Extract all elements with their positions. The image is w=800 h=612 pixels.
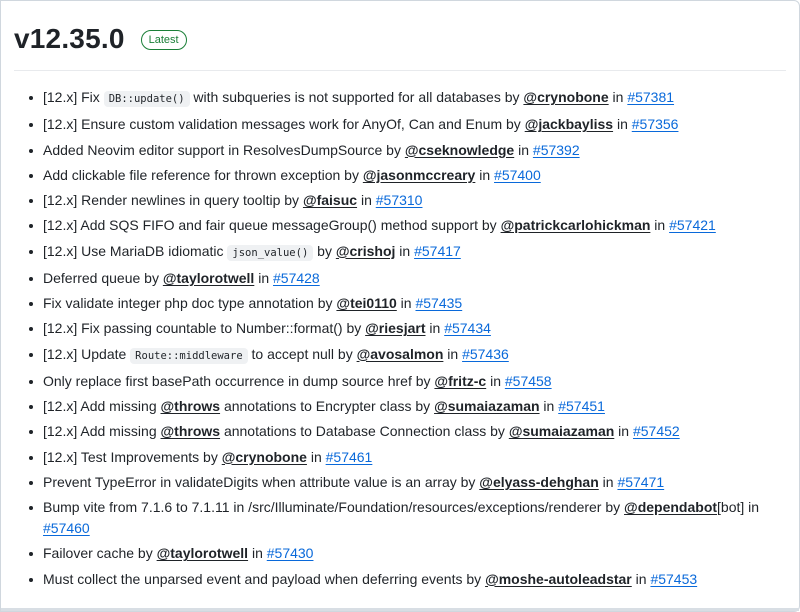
pull-request-link[interactable]: #57451	[558, 398, 605, 414]
note-text: [12.x] Fix	[43, 89, 104, 105]
note-text: in	[650, 217, 670, 234]
note-text: Only replace first basePath occurrence in dump source href by	[43, 372, 435, 389]
note-text: Failover cache by	[43, 545, 157, 562]
pull-request-link[interactable]: #57453	[650, 570, 698, 587]
note-text: [12.x] Use MariaDB idiomatic	[43, 242, 228, 259]
author-link[interactable]: @jasonmccreary	[362, 166, 476, 183]
note-text: annotations to Encrypter class by	[220, 398, 435, 414]
note-text: [12.x] Fix passing countable to Number::format() by	[43, 320, 366, 337]
release-note-item	[28, 268, 788, 289]
release-note-item	[28, 293, 788, 314]
author-link[interactable]: @throws	[160, 398, 221, 414]
note-text: to accept null by	[247, 345, 357, 362]
pull-request-link[interactable]: #57392	[532, 141, 580, 158]
author-link[interactable]: @riesjart	[365, 320, 426, 337]
release-notes-list	[28, 87, 788, 594]
release-note-item	[28, 396, 788, 417]
note-text: Added Neovim editor support in ResolvesDumpSource by	[43, 141, 405, 158]
note-text: [12.x] Add missing	[43, 423, 161, 440]
note-text: [12.x] Add missing	[43, 398, 161, 414]
note-text: in	[613, 116, 632, 133]
note-text: in	[425, 320, 445, 337]
inline-code: Route::middleware	[130, 348, 247, 364]
note-text: with subqueries is not supported for all databases by	[189, 89, 524, 105]
release-header	[14, 21, 187, 57]
header-divider	[14, 70, 786, 71]
pull-request-link[interactable]: #57428	[273, 269, 320, 286]
note-text: in	[598, 473, 618, 490]
note-text: in	[486, 372, 505, 389]
pull-request-link[interactable]: #57430	[266, 545, 314, 562]
pull-request-link[interactable]: #57381	[627, 89, 675, 105]
author-link[interactable]: @dependabot	[624, 499, 718, 515]
note-text: in	[744, 499, 760, 515]
note-text: [12.x] Update	[43, 345, 131, 362]
note-text: in	[357, 192, 376, 208]
release-note-item	[28, 87, 788, 110]
note-text: [12.x] Add SQS FIFO and fair queue messageGroup() method support by	[43, 217, 501, 234]
release-note-item	[28, 114, 788, 135]
author-link[interactable]: @taylorotwell	[156, 545, 249, 562]
release-note-item	[28, 421, 788, 442]
note-text: Must collect the unparsed event and payload when deferring events by	[43, 570, 486, 587]
author-link[interactable]: @cseknowledge	[404, 141, 515, 158]
pull-request-link[interactable]: #57400	[494, 166, 541, 183]
author-link[interactable]: @jackbayliss	[524, 116, 614, 133]
author-link[interactable]: @elyass-dehghan	[479, 473, 599, 490]
note-text: in	[443, 345, 463, 362]
release-note-item	[28, 371, 788, 392]
release-note-item	[28, 190, 788, 211]
note-text: Fix validate integer php doc type annotation by	[43, 295, 337, 311]
note-text: in	[608, 89, 628, 105]
note-text: [12.x] Render newlines in query tooltip by	[43, 192, 303, 208]
note-text: in	[631, 570, 651, 587]
release-title[interactable]: v12.35.0	[14, 23, 125, 54]
note-text: in	[396, 295, 416, 311]
release-note-item	[28, 165, 788, 186]
pull-request-link[interactable]: #57471	[617, 473, 665, 490]
inline-code: json_value()	[227, 245, 313, 261]
release-note-item	[28, 140, 788, 161]
pull-request-link[interactable]: #57310	[375, 192, 423, 208]
pull-request-link[interactable]: #57417	[414, 242, 461, 259]
author-link[interactable]: @tei0110	[336, 295, 397, 311]
note-text: [bot]	[717, 499, 745, 515]
release-note-item	[28, 543, 788, 564]
author-link[interactable]: @crynobone	[221, 448, 307, 465]
latest-badge: Latest	[141, 30, 187, 50]
note-text: annotations to Database Connection class by	[220, 423, 509, 440]
pull-request-link[interactable]: #57452	[632, 423, 680, 440]
note-text: in	[614, 423, 633, 440]
author-link[interactable]: @sumaiazaman	[434, 398, 540, 414]
note-text: in	[248, 545, 267, 562]
release-note-item	[28, 447, 788, 468]
note-text: [12.x] Ensure custom validation messages work for AnyOf, Can and Enum by	[43, 116, 525, 133]
note-text: in	[539, 398, 559, 414]
author-link[interactable]: @fritz-c	[434, 372, 487, 389]
pull-request-link[interactable]: #57356	[631, 116, 679, 133]
pull-request-link[interactable]: #57436	[462, 345, 509, 362]
card-bottom-border	[1, 608, 799, 611]
note-text: [12.x] Test Improvements by	[43, 448, 222, 465]
note-text: by	[313, 242, 336, 259]
note-text: Add clickable file reference for thrown exception by	[43, 166, 363, 183]
pull-request-link[interactable]: #57460	[43, 520, 90, 536]
release-note-item	[28, 241, 788, 264]
author-link[interactable]: @throws	[160, 423, 221, 440]
note-text: Deferred queue by	[43, 269, 163, 286]
note-text: Bump vite from 7.1.6 to 7.1.11 in /src/Illuminate/Foundation/resources/exceptions/renderer by	[43, 499, 625, 515]
pull-request-link[interactable]: #57434	[444, 320, 491, 337]
note-text: in	[514, 141, 533, 158]
release-note-item	[28, 472, 788, 493]
author-link[interactable]: @crynobone	[523, 89, 609, 105]
release-note-item	[28, 318, 788, 339]
note-text: in	[254, 269, 273, 286]
release-note-item	[28, 497, 788, 539]
author-link[interactable]: @avosalmon	[356, 345, 444, 362]
note-text: in	[306, 448, 326, 465]
author-link[interactable]: @taylorotwell	[162, 269, 255, 286]
pull-request-link[interactable]: #57435	[415, 295, 463, 311]
author-link[interactable]: @crishoj	[335, 242, 396, 259]
note-text: in	[395, 242, 415, 259]
author-link[interactable]: @sumaiazaman	[508, 423, 615, 440]
pull-request-link[interactable]: #57421	[669, 217, 716, 234]
author-link[interactable]: @faisuc	[302, 192, 358, 208]
release-note-item	[28, 215, 788, 236]
note-text: in	[475, 166, 495, 183]
author-link[interactable]: @patrickcarlohickman	[500, 217, 651, 234]
inline-code: DB::update()	[104, 91, 190, 107]
pull-request-link[interactable]: #57458	[504, 372, 552, 389]
author-link[interactable]: @moshe-autoleadstar	[485, 570, 632, 587]
note-text: Prevent TypeError in validateDigits when attribute value is an array by	[43, 473, 480, 490]
pull-request-link[interactable]: #57461	[325, 448, 373, 465]
release-note-item	[28, 344, 788, 367]
release-note-item	[28, 569, 788, 590]
